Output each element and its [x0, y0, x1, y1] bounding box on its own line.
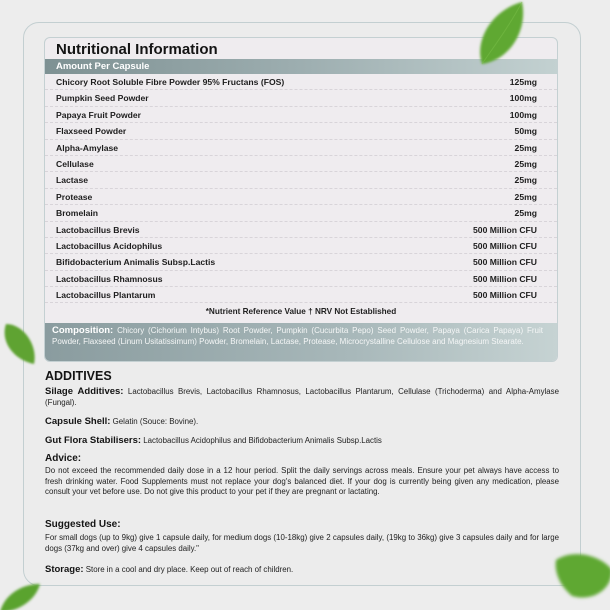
nutrient-value: 25mg — [514, 191, 537, 202]
suggested-use-heading: Suggested Use: — [45, 519, 121, 530]
table-row — [45, 156, 557, 172]
silage-additives-label: Silage Additives: — [45, 386, 124, 397]
leaf-icon-bottom-right — [552, 550, 610, 605]
nutrient-name: Lactobacillus Brevis — [56, 224, 140, 235]
nrv-footnote: *Nutrient Reference Value † NRV Not Established — [205, 307, 397, 316]
nutrient-name: Lactase — [56, 175, 89, 186]
nutrient-name: Cellulase — [56, 158, 94, 169]
storage-label: Storage: — [45, 564, 84, 575]
table-row — [45, 90, 557, 106]
nutrient-name: Pumpkin Seed Powder — [56, 93, 149, 104]
table-row — [45, 271, 557, 287]
nutrient-name: Chicory Root Soluble Fibre Powder 95% Fructans (FOS) — [56, 77, 285, 87]
amount-per-capsule-header: Amount Per Capsule — [45, 59, 557, 74]
storage-text: Store in a cool and dry place. Keep out of reach of children. — [83, 565, 294, 574]
table-row — [45, 74, 557, 90]
nutrient-name: Bromelain — [56, 208, 99, 219]
leaf-icon-left-middle — [0, 320, 40, 370]
nutrient-value: 125mg — [509, 77, 537, 87]
table-row — [45, 140, 557, 156]
table-row — [45, 107, 557, 123]
table-row — [45, 254, 557, 270]
nutrient-value: 500 Million CFU — [473, 290, 537, 301]
nutrient-value: 50mg — [514, 126, 537, 137]
nutrient-name: Lactobacillus Rhamnosus — [56, 273, 163, 284]
composition-block — [45, 323, 557, 362]
nutrient-name: Alpha-Amylase — [56, 142, 119, 153]
nutrient-name: Lactobacillus Plantarum — [56, 290, 156, 301]
additives-heading: ADDITIVES — [45, 369, 112, 383]
nutrient-table — [45, 74, 557, 303]
nutrient-name: Papaya Fruit Powder — [56, 109, 142, 120]
nutrient-value: 100mg — [509, 93, 537, 104]
nutrient-value: 25mg — [514, 142, 537, 153]
capsule-shell-label: Capsule Shell: — [45, 416, 111, 427]
table-row — [45, 287, 557, 303]
nutrient-value: 25mg — [514, 158, 537, 169]
nutrient-value: 500 Million CFU — [473, 240, 537, 251]
nutrient-name: Protease — [56, 191, 93, 202]
capsule-shell-text: Gelatin (Souce: Bovine). — [110, 417, 199, 426]
nutrient-value: 500 Million CFU — [473, 224, 537, 235]
gut-flora-label: Gut Flora Stabilisers: — [45, 435, 142, 446]
gut-flora-stabilisers — [45, 436, 559, 447]
nutrient-value: 25mg — [514, 208, 537, 219]
nutrient-name: Flaxseed Powder — [56, 126, 127, 137]
advice-text: Do not exceed the recommended daily dose in a 12 hour period. Split the daily servings across meals. Ensure your pet always have access to fresh drinking water. Food Supplements must not replace your dog's balanced diet. If your dog is currently being given any medication, please consult your vet before use. Do not give this product to your pet if they are pregnant or lactating. — [45, 466, 559, 496]
table-row — [45, 222, 557, 238]
nutrient-value: 500 Million CFU — [473, 257, 537, 268]
table-row — [45, 189, 557, 205]
composition-label: Composition: — [52, 325, 114, 336]
silage-additives-text: Lactobacillus Brevis, Lactobacillus Rhamnosus, Lactobacillus Plantarum, Cellulase (Trichoderma) and Alpha-Amylase (Fungal). — [45, 387, 559, 407]
leaf-icon-bottom-left — [0, 578, 45, 610]
nutrient-name: Bifidobacterium Animalis Subsp.Lactis — [56, 257, 216, 268]
nutrient-value: 25mg — [514, 175, 537, 186]
silage-additives — [45, 387, 559, 408]
nutritional-info-title: Nutritional Information — [56, 41, 218, 58]
capsule-shell — [45, 417, 559, 428]
table-row — [45, 238, 557, 254]
gut-flora-text: Lactobacillus Acidophilus and Bifidobacterium Animalis Subsp.Lactis — [141, 436, 382, 445]
table-row — [45, 172, 557, 188]
advice-heading: Advice: — [45, 453, 82, 464]
nutrient-value: 100mg — [509, 109, 537, 120]
nutritional-info-panel — [44, 37, 558, 362]
suggested-use-text: For small dogs (up to 9kg) give 1 capsule daily, for medium dogs (10-18kg) give 2 capsules daily, (19kg to 36kg) give 3 capsules daily and for large dogs (37kg and over) give 4 capsules daily." — [45, 533, 559, 553]
leaf-icon-top-right — [470, 0, 530, 70]
storage — [45, 565, 559, 576]
table-row — [45, 123, 557, 139]
composition-text: Chicory (Cichorium Intybus) Root Powder, Pumpkin (Cucurbita Pepo) Seed Powder, Papaya (Carica Papaya) Fruit Powder, Flaxseed (Linum Usitatissimum) Powder, Bromelain, Lactase, Protease, Microcrystalline Cellulose and Magnesium Stearate. — [52, 326, 543, 346]
table-row — [45, 205, 557, 221]
nutrient-name: Lactobacillus Acidophilus — [56, 240, 163, 251]
nutrient-value: 500 Million CFU — [473, 273, 537, 284]
